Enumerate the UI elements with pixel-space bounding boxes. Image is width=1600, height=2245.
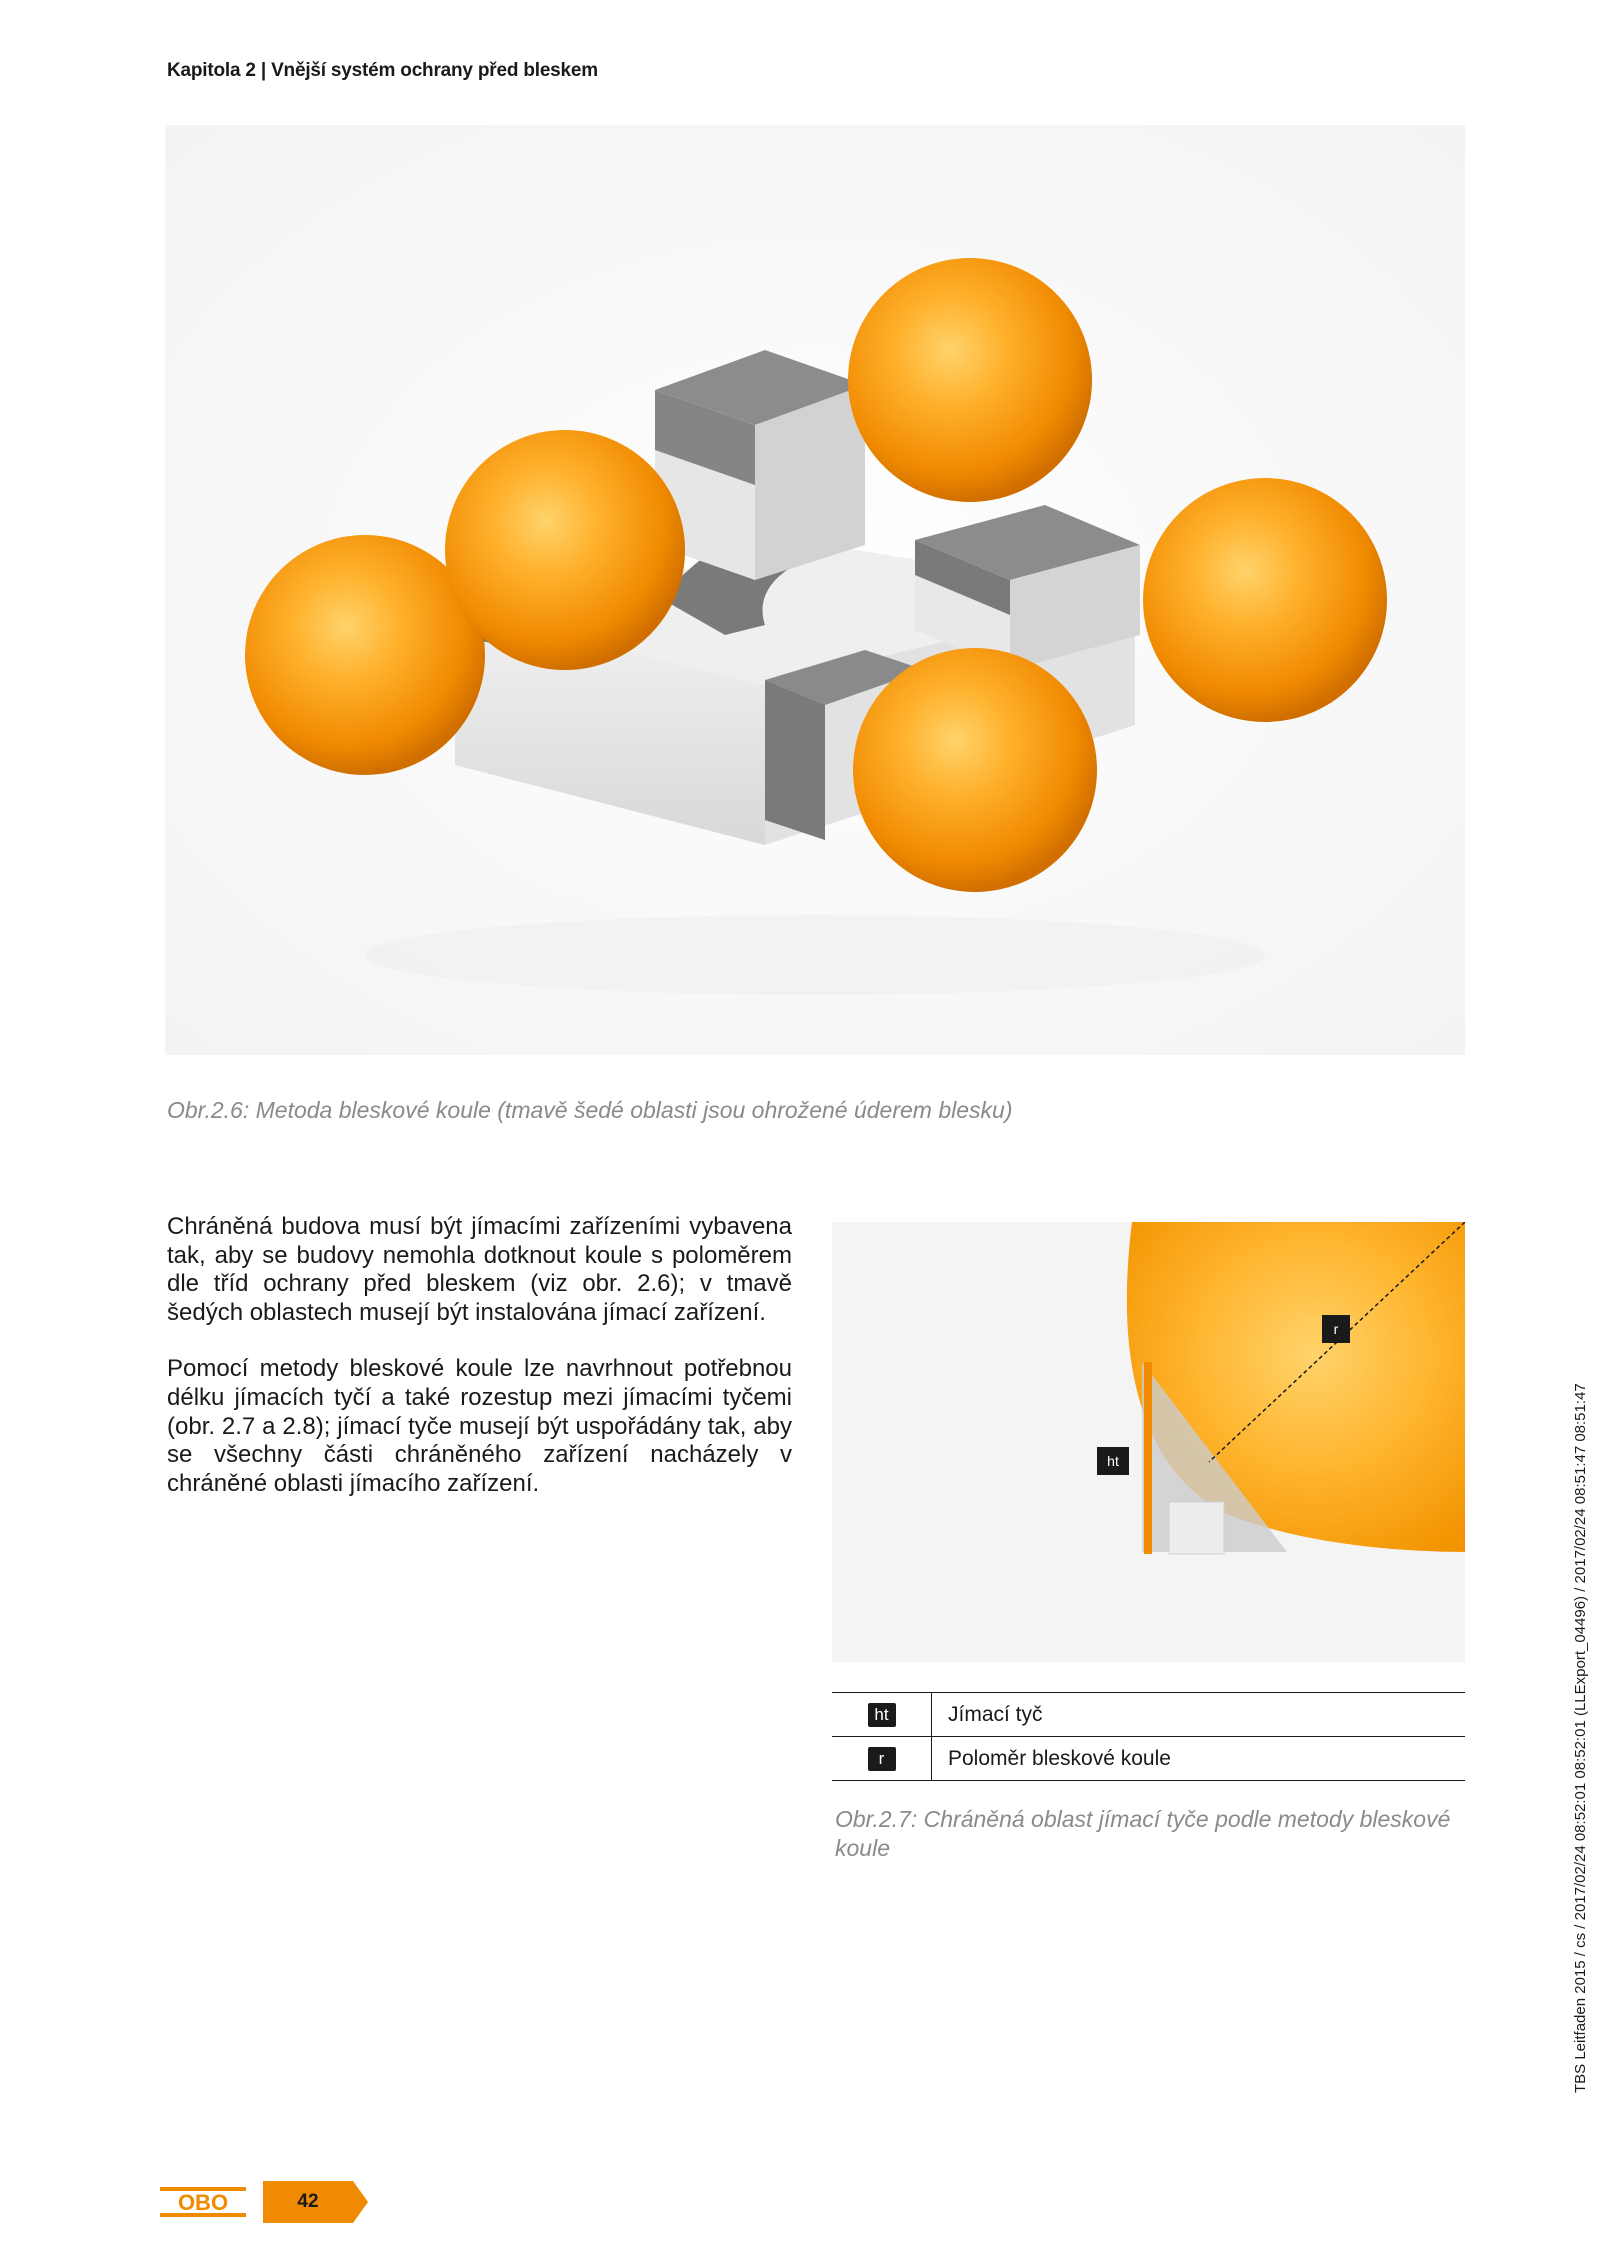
svg-text:OBO: OBO <box>177 2190 229 2215</box>
legend-label: Poloměr bleskové koule <box>948 1746 1171 1770</box>
legend-symbol: ht <box>868 1703 896 1727</box>
legend-symbol: r <box>868 1747 896 1771</box>
page-number: 42 <box>297 2191 319 2212</box>
radius-label: r <box>1333 1321 1339 1337</box>
figure-caption-2-6: Obr.2.6: Metoda bleskové koule (tmavě šedé oblasti jsou ohrožené úderem blesku) <box>167 1097 1013 1123</box>
rolling-sphere-figure <box>165 125 1465 1055</box>
protected-object <box>1169 1502 1224 1554</box>
body-text <box>167 1213 792 1526</box>
figure-legend <box>832 1692 1465 1781</box>
paragraph: Chráněná budova musí být jímacími zařízeními vybavena tak, aby se budovy nemohla dotknout koule s poloměrem dle tříd ochrany před bleskem (viz obr. 2.6); v tmavě šedých oblastech musejí být instalována jímací zařízení. <box>167 1213 792 1326</box>
paragraph: Pomocí metody bleskové koule lze navrhnout potřebnou délku jímacích tyčí a také rozestup mezi jímacími tyčemi (obr. 2.7 a 2.8); jímací tyče musejí být uspořádány tak, aby se všechny části chráněného zařízení nacházely v chráněné oblasti jímacího zařízení. <box>167 1355 792 1497</box>
air-terminal-figure <box>832 1222 1465 1662</box>
rolling-sphere-front <box>853 648 1097 892</box>
rolling-sphere-top <box>848 258 1092 502</box>
legend-label: Jímací tyč <box>948 1702 1043 1726</box>
rolling-sphere-mid <box>445 430 685 670</box>
page-header: Kapitola 2 | Vnější systém ochrany před bleskem <box>167 60 598 81</box>
side-meta-note: TBS Leitfaden 2015 / cs / 2017/02/24 08:52:01 08:52:01 (LLExport_04496) / 2017/02/24 08:51:47 08:51:47 <box>1572 1383 1589 2093</box>
air-terminal-rod <box>1144 1362 1152 1554</box>
figure-caption-2-7: Obr.2.7: Chráněná oblast jímací tyče podle metody bleskové koule <box>835 1806 1451 1861</box>
legend-row <box>832 1737 1465 1781</box>
legend-row <box>832 1693 1465 1737</box>
rolling-sphere-right <box>1143 478 1387 722</box>
rolling-sphere-illustration <box>165 125 1465 1055</box>
obo-logo <box>160 2187 246 2217</box>
air-terminal-illustration <box>832 1222 1465 1662</box>
height-label: ht <box>1107 1453 1119 1469</box>
